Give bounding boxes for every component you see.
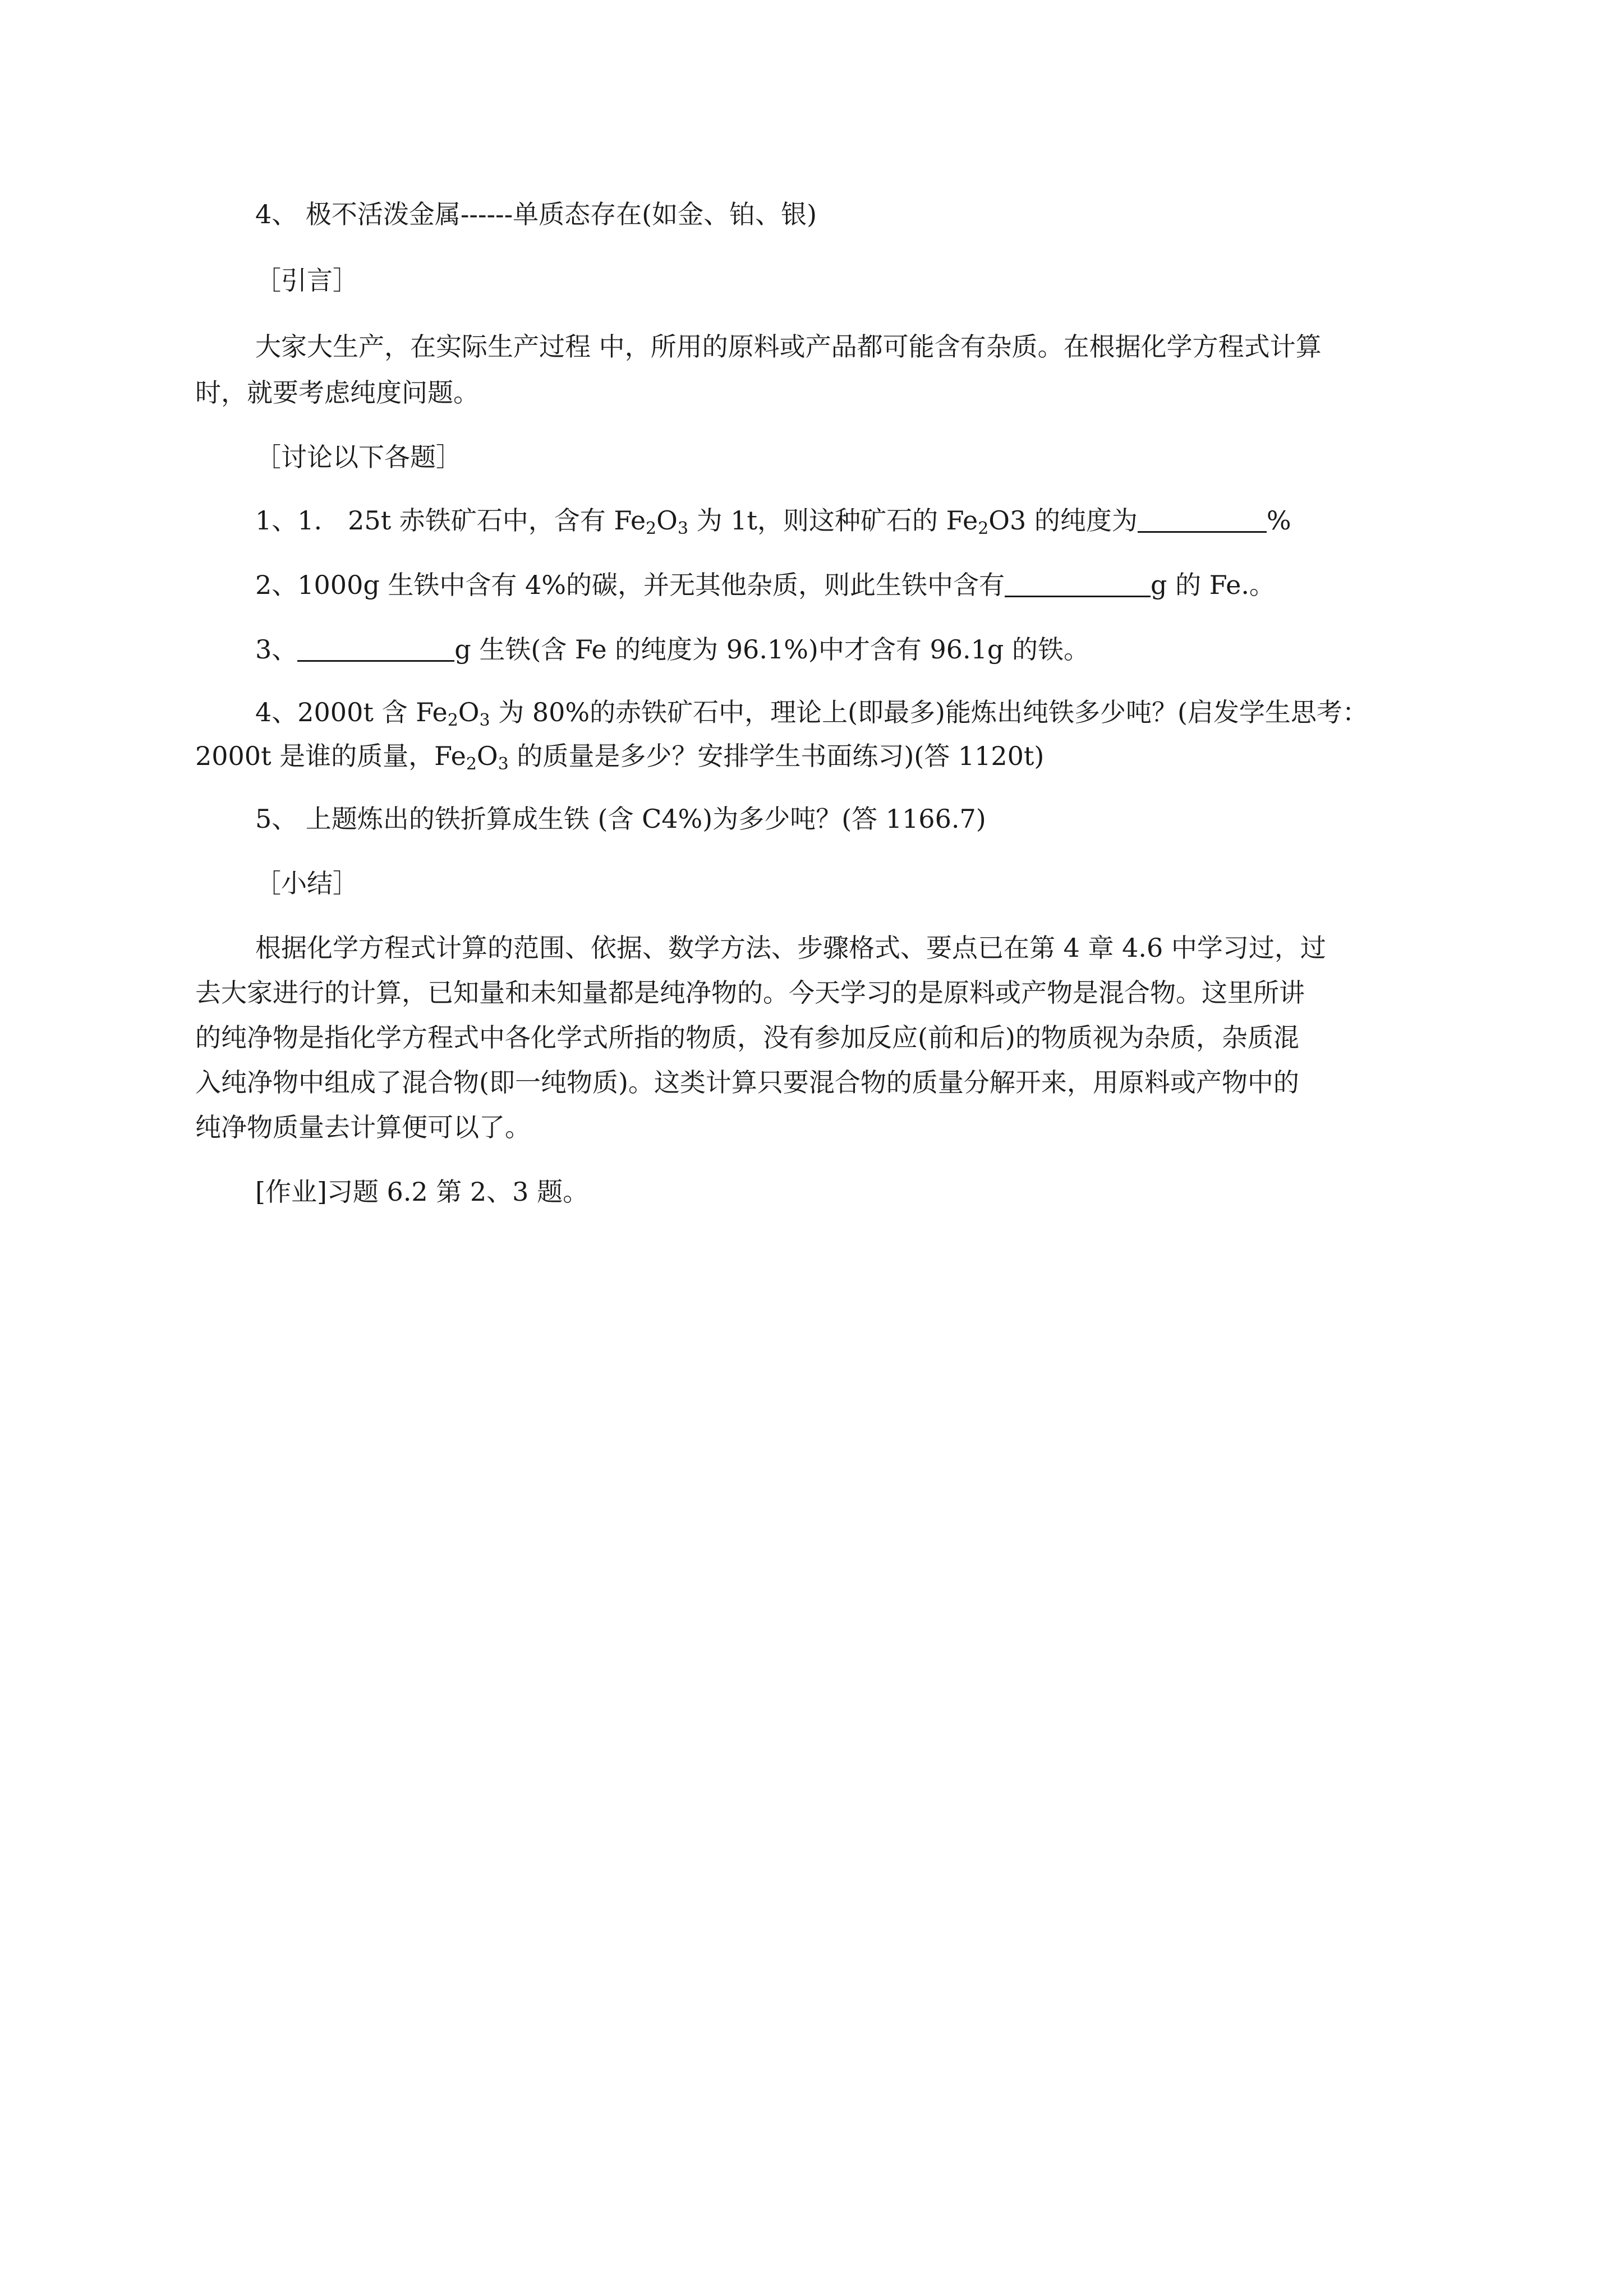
q1-subscript-2: 3	[677, 519, 688, 538]
discussion-heading: ［讨论以下各题］	[255, 442, 462, 472]
summary-line-2: 去大家进行的计算，已知量和未知量都是纯净物的。今天学习的是原料或产物是混合物。这里所讲	[195, 978, 1305, 1008]
question-3	[255, 633, 1089, 666]
q1-subscript-1: 2	[646, 519, 657, 538]
intro-heading: ［引言］	[255, 265, 358, 296]
question-5: 5、 上题炼出的铁折算成生铁 (含 C4%)为多少吨？(答 1166.7)	[255, 804, 986, 834]
q4-text-f: 的质量是多少？安排学生书面练习)(答 1120t)	[508, 741, 1045, 771]
q4-text-e: O	[476, 741, 498, 771]
q3-text-b: g 生铁(含 Fe 的纯度为 96.1%)中才含有 96.1g 的铁。	[454, 634, 1089, 665]
q2-text-b: g 的 Fe.。	[1151, 570, 1275, 600]
q4-text-b: O	[458, 697, 480, 727]
intro-paragraph-line-1: 大家大生产，在实际生产过程 中，所用的原料或产品都可能含有杂质。在根据化学方程式计算	[255, 331, 1322, 362]
q4-subscript-3: 2	[466, 754, 477, 774]
intro-paragraph-line-2: 时，就要考虑纯度问题。	[195, 377, 479, 408]
question-2	[255, 568, 1275, 602]
question-4-line-1	[255, 695, 1368, 729]
q1-text-e: %	[1266, 505, 1291, 536]
q4-text-c: 为 80%的赤铁矿石中，理论上(即最多)能炼出纯铁多少吨？(启发学生思考：	[490, 697, 1368, 727]
q4-subscript-4: 3	[498, 754, 509, 774]
q4-text-a: 4、2000t 含 Fe	[255, 697, 448, 727]
summary-line-4: 入纯净物中组成了混合物(即一纯物质)。这类计算只要混合物的质量分解开来，用原料或产物中的	[195, 1067, 1299, 1098]
q1-subscript-3: 2	[978, 519, 989, 538]
q4-subscript-1: 2	[447, 711, 458, 730]
summary-line-3: 的纯净物是指化学方程式中各化学式所指的物质，没有参加反应(前和后)的物质视为杂质，杂质混	[195, 1022, 1299, 1053]
question-1	[255, 504, 1291, 537]
q3-answer-blank[interactable]	[297, 638, 454, 662]
homework: [作业]习题 6.2 第 2、3 题。	[255, 1177, 589, 1207]
q1-text-d: O3 的纯度为	[988, 505, 1138, 536]
item-4-inert-metals: 4、 极不活泼金属------单质态存在(如金、铂、银)	[255, 199, 817, 229]
q1-text-c: 为 1t，则这种矿石的 Fe	[688, 505, 978, 536]
q1-answer-blank[interactable]	[1138, 509, 1267, 533]
question-4-line-2	[195, 739, 1044, 773]
q1-text-b: O	[656, 505, 678, 536]
q3-text-a: 3、	[255, 634, 298, 665]
summary-line-1: 根据化学方程式计算的范围、依据、数学方法、步骤格式、要点已在第 4 章 4.6 中学习过，过	[255, 933, 1326, 963]
q2-text-a: 2、1000g 生铁中含有 4%的碳，并无其他杂质，则此生铁中含有	[255, 570, 1005, 600]
summary-heading: ［小结］	[255, 868, 358, 898]
q4-text-d: 2000t 是谁的质量，Fe	[195, 741, 466, 771]
summary-line-5: 纯净物质量去计算便可以了。	[195, 1112, 531, 1142]
q2-answer-blank[interactable]	[1005, 573, 1151, 597]
q4-subscript-2: 3	[479, 711, 490, 730]
q1-text-a: 1、1. 25t 赤铁矿石中，含有 Fe	[255, 505, 646, 536]
